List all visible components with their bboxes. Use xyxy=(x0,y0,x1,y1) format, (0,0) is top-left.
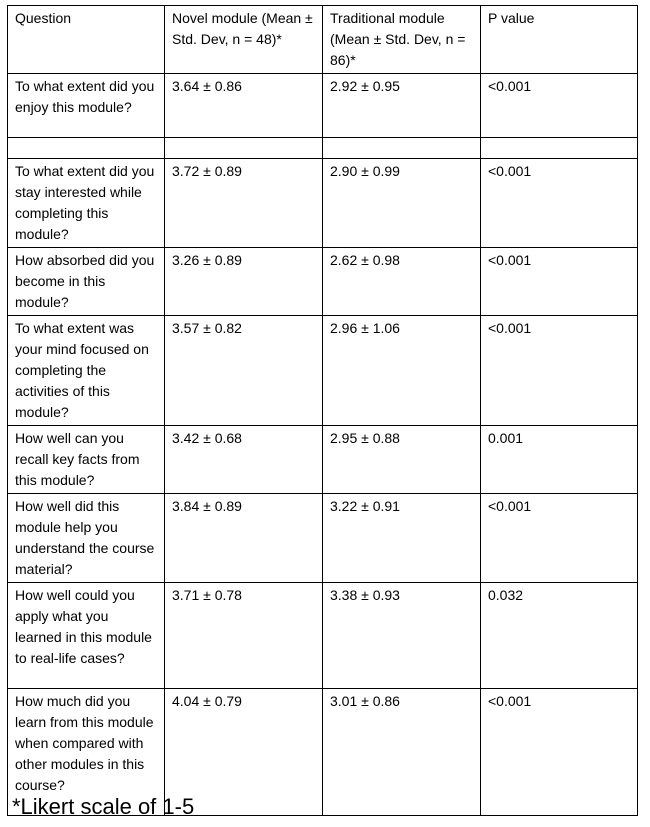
p-value-cell: 0.032 xyxy=(481,583,638,689)
header-p-value: P value xyxy=(481,6,638,74)
header-question: Question xyxy=(8,6,165,74)
novel-value-cell: 3.64 ± 0.86 xyxy=(165,74,323,138)
question-cell: How well could you apply what you learned in this module to real-life cases? xyxy=(8,583,165,689)
novel-value-cell: 3.72 ± 0.89 xyxy=(165,159,323,248)
table-row xyxy=(8,426,638,494)
header-traditional-module: Traditional module (Mean ± Std. Dev, n = 86)* xyxy=(323,6,481,74)
question-cell: How much did you learn from this module when compared with other modules in this course? xyxy=(8,689,165,816)
question-cell: How absorbed did you become in this module? xyxy=(8,248,165,316)
p-value-cell: <0.001 xyxy=(481,494,638,583)
traditional-value-cell: 2.92 ± 0.95 xyxy=(323,74,481,138)
question-cell: How well can you recall key facts from this module? xyxy=(8,426,165,494)
table-row xyxy=(8,316,638,426)
p-value-cell: 0.001 xyxy=(481,426,638,494)
novel-value-cell xyxy=(165,138,323,159)
traditional-value-cell: 2.95 ± 0.88 xyxy=(323,426,481,494)
p-value-cell: <0.001 xyxy=(481,248,638,316)
header-row xyxy=(8,6,638,74)
p-value-cell: <0.001 xyxy=(481,74,638,138)
traditional-value-cell xyxy=(323,138,481,159)
novel-value-cell: 3.57 ± 0.82 xyxy=(165,316,323,426)
results-table xyxy=(7,5,638,816)
novel-value-cell: 4.04 ± 0.79 xyxy=(165,689,323,816)
novel-value-cell: 3.42 ± 0.68 xyxy=(165,426,323,494)
question-cell xyxy=(8,138,165,159)
table-row xyxy=(8,583,638,689)
p-value-cell: <0.001 xyxy=(481,316,638,426)
question-cell: How well did this module help you understand the course material? xyxy=(8,494,165,583)
footnote: *Likert scale of 1-5 xyxy=(12,794,195,819)
novel-value-cell: 3.26 ± 0.89 xyxy=(165,248,323,316)
table-row xyxy=(8,248,638,316)
p-value-cell: <0.001 xyxy=(481,689,638,816)
traditional-value-cell: 2.62 ± 0.98 xyxy=(323,248,481,316)
novel-value-cell: 3.84 ± 0.89 xyxy=(165,494,323,583)
p-value-cell: <0.001 xyxy=(481,159,638,248)
question-cell: To what extent did you enjoy this module? xyxy=(8,74,165,138)
question-cell: To what extent was your mind focused on completing the activities of this module? xyxy=(8,316,165,426)
table-row xyxy=(8,159,638,248)
traditional-value-cell: 3.01 ± 0.86 xyxy=(323,689,481,816)
p-value-cell xyxy=(481,138,638,159)
novel-value-cell: 3.71 ± 0.78 xyxy=(165,583,323,689)
table-row xyxy=(8,74,638,138)
question-cell: To what extent did you stay interested while completing this module? xyxy=(8,159,165,248)
traditional-value-cell: 2.96 ± 1.06 xyxy=(323,316,481,426)
empty-row xyxy=(8,138,638,159)
header-novel-module: Novel module (Mean ± Std. Dev, n = 48)* xyxy=(165,6,323,74)
traditional-value-cell: 2.90 ± 0.99 xyxy=(323,159,481,248)
traditional-value-cell: 3.22 ± 0.91 xyxy=(323,494,481,583)
table-row xyxy=(8,494,638,583)
traditional-value-cell: 3.38 ± 0.93 xyxy=(323,583,481,689)
